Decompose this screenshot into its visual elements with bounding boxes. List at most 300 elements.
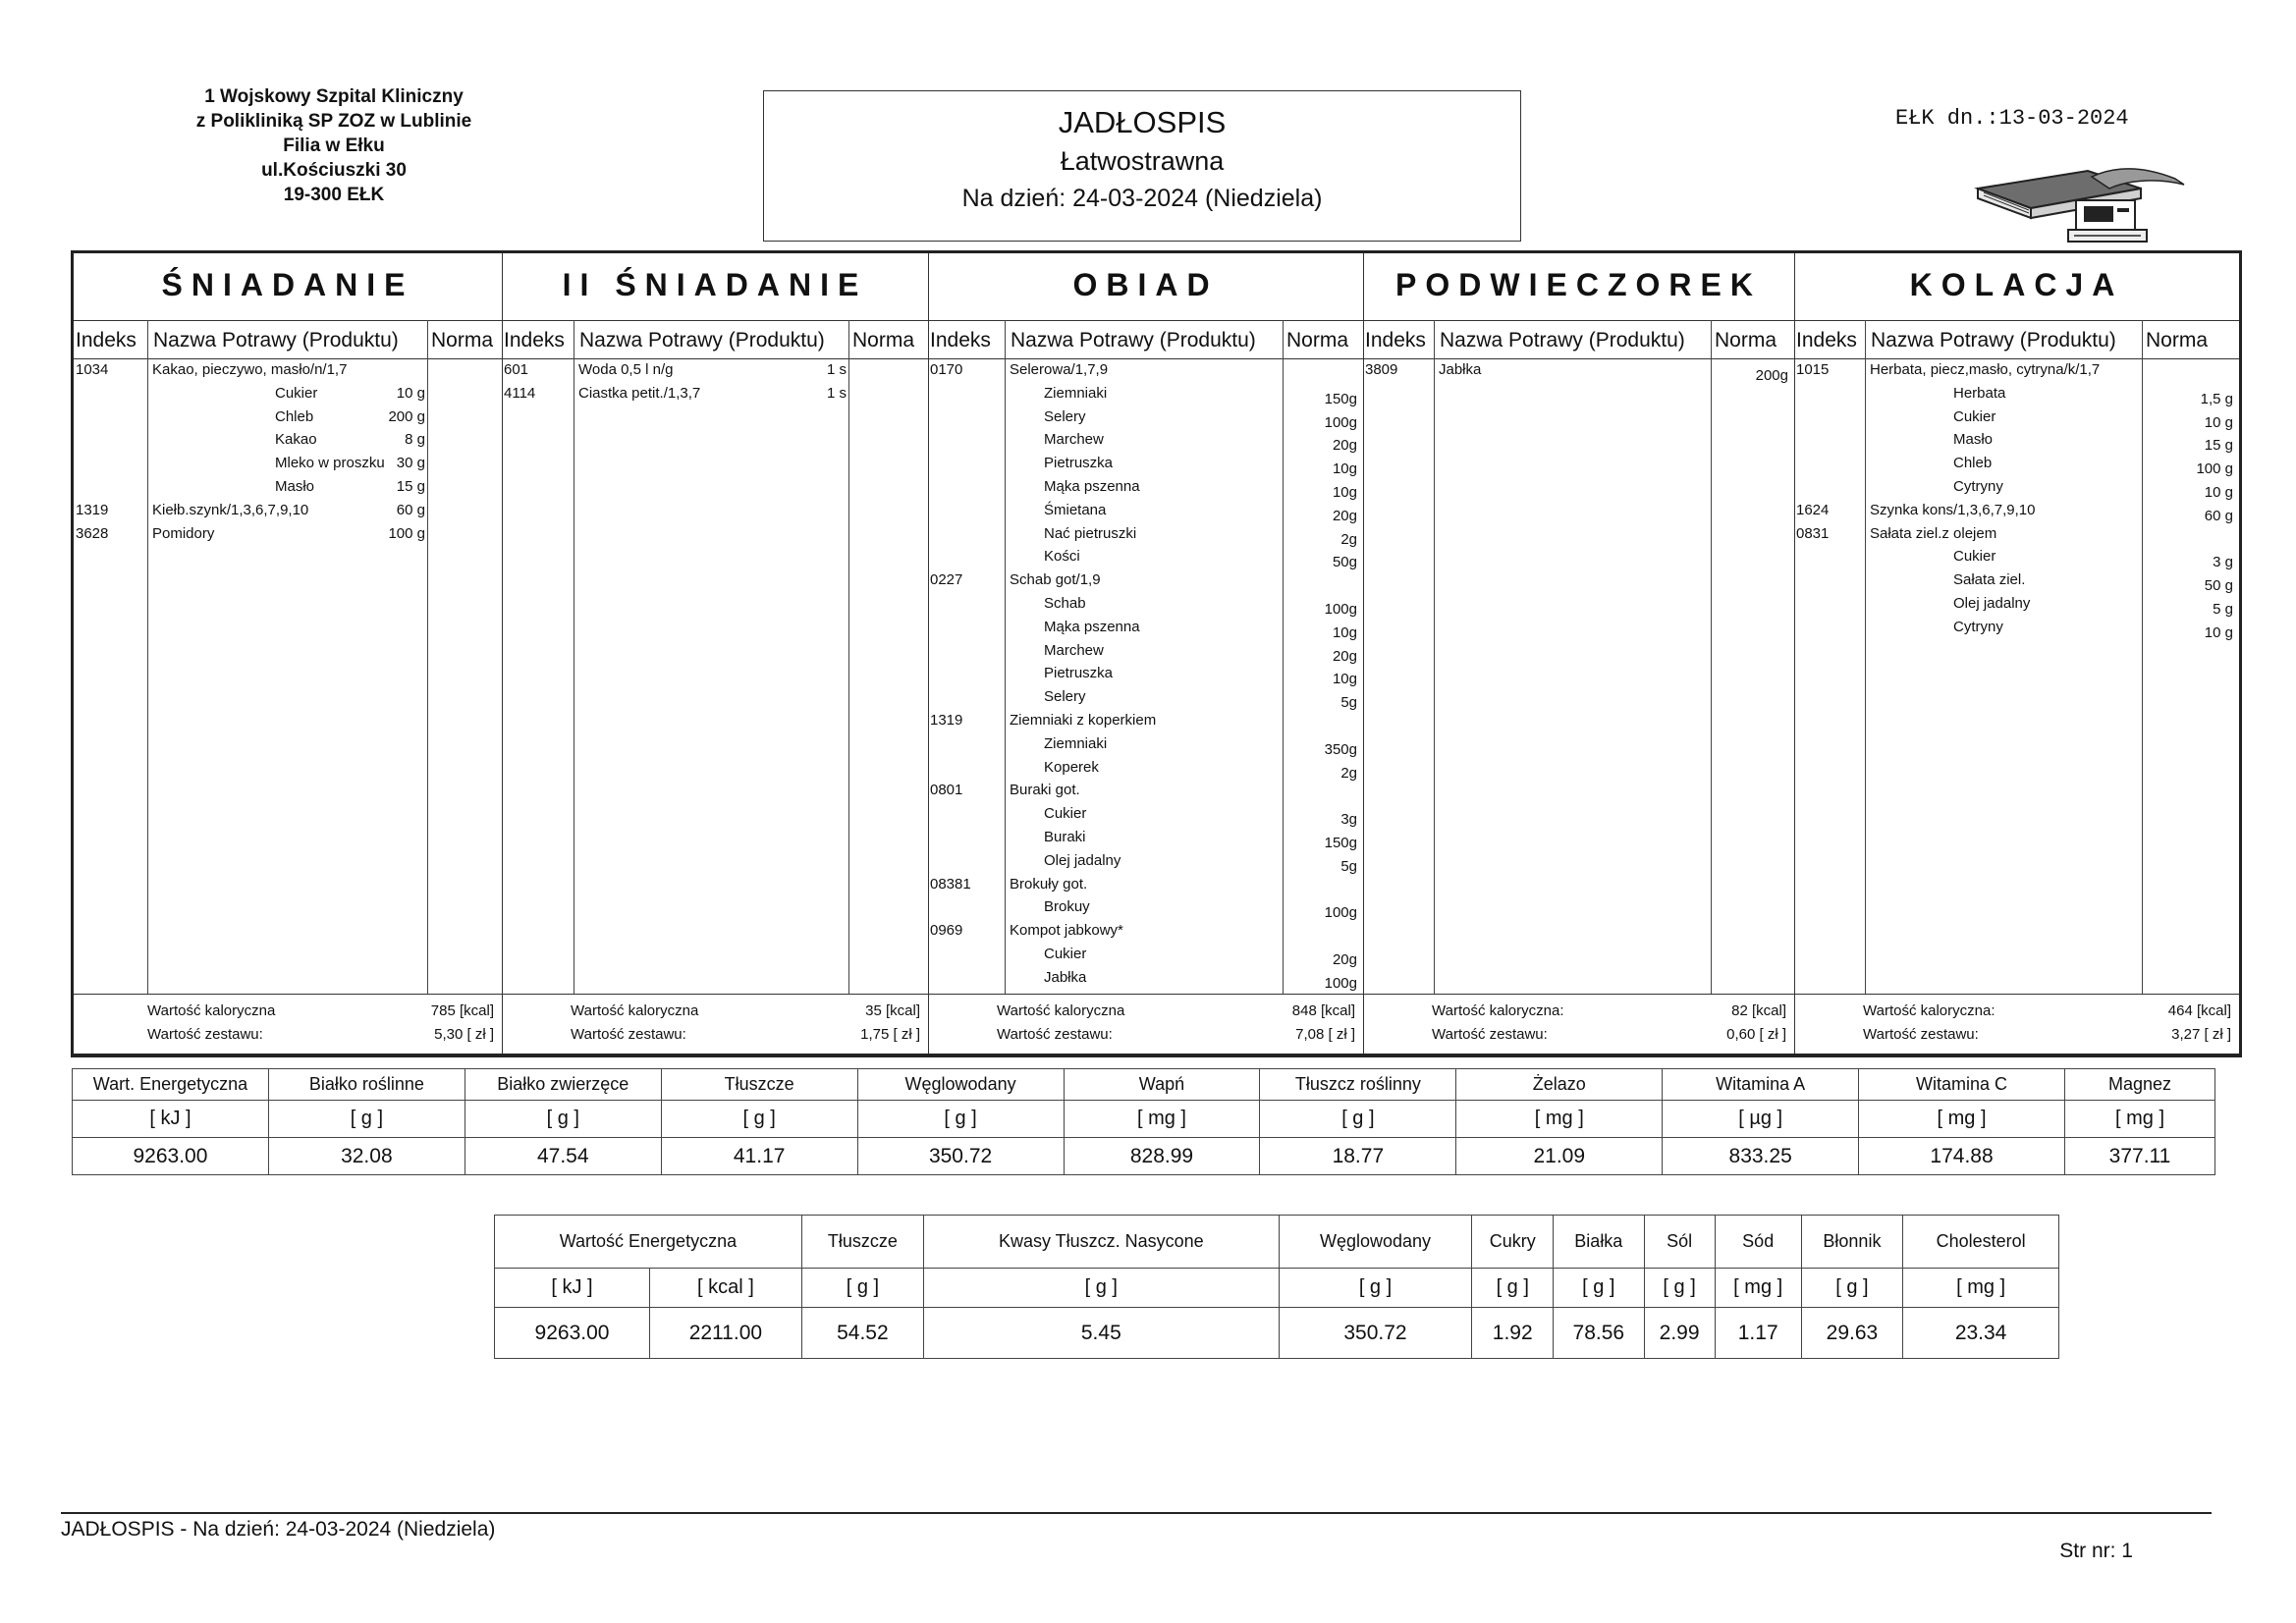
column-header-norm: Norma: [431, 329, 494, 352]
item-name: Szynka kons/1,3,6,7,9,10: [1870, 501, 2036, 518]
column-header-index: Indeks: [1796, 329, 1857, 352]
meal-items: [1794, 361, 2239, 642]
item-name: Pomidory: [152, 524, 215, 542]
item-name: Jabłka: [1044, 968, 1087, 986]
list-item: [1794, 408, 2239, 432]
calorie-value: 82 [kcal]: [1731, 1002, 1786, 1019]
meal-items: [928, 361, 1363, 993]
column-header-index: Indeks: [1365, 329, 1426, 352]
cost-value: 1,75 [ zł ]: [860, 1026, 920, 1043]
cost-value: 3,27 [ zł ]: [2171, 1026, 2231, 1043]
item-name: Kakao: [275, 431, 317, 449]
item-quantity: 3g: [1340, 811, 1357, 829]
column-header-index: Indeks: [930, 329, 991, 352]
item-name: Cukier: [275, 384, 318, 402]
cost-label: Wartość zestawu:: [1863, 1026, 1979, 1043]
item-name: Mleko w proszku: [275, 455, 385, 472]
meal-title: KOLACJA: [1909, 267, 2124, 302]
nutrient-header: Wapń: [1064, 1069, 1260, 1101]
item-quantity: 200 g: [388, 407, 425, 425]
document-title: JADŁOSPIS: [1058, 105, 1227, 139]
list-item: [928, 665, 1363, 688]
nutrient-unit: [ g ]: [1801, 1269, 1903, 1308]
nutrient-unit: [ g ]: [1644, 1269, 1715, 1308]
nutrient-header: Błonnik: [1801, 1216, 1903, 1269]
nutrient-value: 833.25: [1663, 1138, 1859, 1175]
diet-name: Łatwostrawna: [1060, 146, 1225, 176]
item-quantity: 1 s: [826, 361, 847, 378]
list-item: [928, 829, 1363, 852]
calorie-label: Wartość kaloryczna: [147, 1002, 276, 1019]
issue-date-code: EŁK dn.:13-03-2024: [1895, 106, 2129, 131]
item-quantity: 5 g: [2213, 600, 2233, 618]
nutrient-header: Węglowodany: [857, 1069, 1064, 1101]
nutrient-unit: [ mg ]: [1859, 1101, 2065, 1138]
list-item: [1794, 548, 2239, 571]
calorie-value: 35 [kcal]: [865, 1002, 920, 1019]
nutrient-unit: [ g ]: [923, 1269, 1279, 1308]
nutrient-header: Kwasy Tłuszcz. Nasycone: [923, 1216, 1279, 1269]
item-name: Kompot jabkowy*: [1010, 922, 1123, 940]
item-index: 1319: [930, 711, 963, 729]
meal-items: [1363, 361, 1794, 385]
item-index: 0801: [930, 782, 963, 799]
item-name: Jabłka: [1439, 361, 1482, 378]
column-header-row: [502, 320, 928, 359]
list-item: [74, 502, 502, 525]
item-quantity: 15 g: [2204, 437, 2233, 455]
nutrient-header: Wartość Energetyczna: [495, 1216, 802, 1269]
column-header-norm: Norma: [1286, 329, 1349, 352]
item-index: 08381: [930, 875, 971, 893]
list-item: [1794, 385, 2239, 408]
nutrient-value: 23.34: [1903, 1308, 2059, 1359]
item-name: Selery: [1044, 688, 1086, 706]
meal-column: [502, 253, 929, 1054]
nutrient-header: Węglowodany: [1279, 1216, 1472, 1269]
hospital-line: ul.Kościuszki 30: [261, 160, 407, 181]
item-quantity: 10 g: [2204, 623, 2233, 641]
column-header-name: Nazwa Potrawy (Produktu): [1011, 329, 1256, 352]
item-quantity: 1 s: [826, 384, 847, 402]
list-item: [1794, 571, 2239, 595]
list-item: [1794, 431, 2239, 455]
cost-value: 7,08 [ zł ]: [1295, 1026, 1355, 1043]
item-index: 3628: [76, 524, 109, 542]
item-name: Marchew: [1044, 641, 1104, 659]
item-name: Koperek: [1044, 758, 1099, 776]
column-divider: [1434, 320, 1435, 995]
column-header-row: [928, 320, 1363, 359]
item-quantity: 350g: [1324, 740, 1357, 758]
item-quantity: 100 g: [2196, 460, 2233, 478]
item-name: Olej jadalny: [1044, 851, 1121, 869]
list-item: [74, 361, 502, 385]
list-item: [928, 922, 1363, 946]
nutrient-value: 21.09: [1456, 1138, 1663, 1175]
list-item: [928, 642, 1363, 666]
meal-title: PODWIECZOREK: [1395, 267, 1762, 302]
column-header-row: [74, 320, 502, 359]
nutrient-header: Białko zwierzęce: [465, 1069, 661, 1101]
column-divider: [848, 320, 849, 995]
column-header-name: Nazwa Potrawy (Produktu): [153, 329, 399, 352]
meal-column: [74, 253, 503, 1054]
nutrient-value: 2.99: [1644, 1308, 1715, 1359]
item-index: 3809: [1365, 361, 1398, 378]
nutrient-header: Witamina C: [1859, 1069, 2065, 1101]
item-name: Kości: [1044, 548, 1080, 566]
nutrient-header: Witamina A: [1663, 1069, 1859, 1101]
item-index: 0227: [930, 571, 963, 589]
column-divider: [1711, 320, 1712, 995]
nutrient-value: 377.11: [2064, 1138, 2214, 1175]
item-name: Olej jadalny: [1953, 594, 2031, 612]
item-name: Cukier: [1953, 407, 1996, 425]
column-header-name: Nazwa Potrawy (Produktu): [1871, 329, 2116, 352]
list-item: [928, 455, 1363, 478]
item-index: 0969: [930, 922, 963, 940]
list-item: [928, 548, 1363, 571]
item-name: Sałata ziel.: [1953, 571, 2026, 589]
item-quantity: 60 g: [2204, 507, 2233, 524]
hospital-line: 19-300 EŁK: [283, 185, 385, 205]
list-item: [928, 876, 1363, 899]
calorie-value: 848 [kcal]: [1291, 1002, 1355, 1019]
item-name: Cukier: [1044, 805, 1087, 823]
item-name: Selery: [1044, 407, 1086, 425]
nutrient-value: 828.99: [1064, 1138, 1260, 1175]
nutrient-unit: [ g ]: [1260, 1101, 1456, 1138]
item-name: Herbata, piecz,masło, cytryna/k/1,7: [1870, 361, 2101, 378]
nutrient-value: 350.72: [857, 1138, 1064, 1175]
hospital-line: Filia w Ełku: [283, 135, 385, 156]
nutrient-value: 54.52: [801, 1308, 923, 1359]
nutrient-header: Tłuszcze: [661, 1069, 857, 1101]
nutrient-header: Żelazo: [1456, 1069, 1663, 1101]
item-name: Ziemniaki z koperkiem: [1010, 711, 1157, 729]
nutrient-value: 9263.00: [495, 1308, 650, 1359]
item-quantity: 100g: [1324, 600, 1357, 618]
item-name: Nać pietruszki: [1044, 524, 1137, 542]
item-quantity: 20g: [1332, 950, 1357, 968]
item-name: Masło: [275, 477, 315, 495]
item-name: Śmietana: [1044, 501, 1107, 518]
list-item: [1794, 361, 2239, 385]
item-name: Schab got/1,9: [1010, 571, 1101, 589]
menu-date: Na dzień: 24-03-2024 (Niedziela): [961, 185, 1323, 212]
item-quantity: 10g: [1332, 623, 1357, 641]
nutrient-unit: [ g ]: [1554, 1269, 1644, 1308]
item-quantity: 5g: [1340, 857, 1357, 875]
meal-summary: [1794, 994, 2239, 1054]
item-index: 0831: [1796, 524, 1830, 542]
list-item: [928, 385, 1363, 408]
item-name: Buraki got.: [1010, 782, 1080, 799]
list-item: [928, 735, 1363, 759]
nutrient-unit: [ kJ ]: [73, 1101, 269, 1138]
item-index: 1319: [76, 501, 109, 518]
item-quantity: 150g: [1324, 390, 1357, 407]
nutrient-value: 9263.00: [73, 1138, 269, 1175]
list-item: [928, 361, 1363, 385]
item-quantity: 5g: [1340, 694, 1357, 712]
item-quantity: 10g: [1332, 460, 1357, 478]
list-item: [928, 969, 1363, 993]
item-name: Masło: [1953, 431, 1994, 449]
column-header-index: Indeks: [504, 329, 565, 352]
hospital-address: [118, 84, 550, 207]
item-name: Marchew: [1044, 431, 1104, 449]
nutrient-value: 1.92: [1472, 1308, 1554, 1359]
nutrient-unit: [ g ]: [465, 1101, 661, 1138]
nutrient-value: 41.17: [661, 1138, 857, 1175]
nutrient-header: Sód: [1715, 1216, 1801, 1269]
footer-title: JADŁOSPIS - Na dzień: 24-03-2024 (Niedziela): [61, 1518, 496, 1541]
list-item: [1363, 361, 1794, 385]
list-item: [1794, 619, 2239, 642]
nutrient-unit: [ mg ]: [1064, 1101, 1260, 1138]
nutrient-unit: [ g ]: [661, 1101, 857, 1138]
item-index: 4114: [504, 384, 536, 402]
list-item: [928, 408, 1363, 432]
item-name: Schab: [1044, 594, 1086, 612]
item-quantity: 1,5 g: [2200, 390, 2233, 407]
meal-column: [1363, 253, 1795, 1054]
item-index: 0170: [930, 361, 963, 378]
item-name: Mąka pszenna: [1044, 618, 1140, 635]
meal-column: [1794, 253, 2239, 1054]
list-item: [928, 688, 1363, 712]
calorie-label: Wartość kaloryczna: [997, 1002, 1125, 1019]
list-item: [1794, 502, 2239, 525]
calorie-value: 785 [kcal]: [430, 1002, 494, 1019]
nutrient-unit: [ mg ]: [1715, 1269, 1801, 1308]
item-name: Selerowa/1,7,9: [1010, 361, 1109, 378]
item-quantity: 60 g: [396, 501, 425, 518]
item-quantity: 10g: [1332, 483, 1357, 501]
list-item: [74, 431, 502, 455]
nutrient-header: Magnez: [2064, 1069, 2214, 1101]
nutrient-unit: [ g ]: [268, 1101, 465, 1138]
item-quantity: 10 g: [2204, 413, 2233, 431]
nutrient-header: Białka: [1554, 1216, 1644, 1269]
item-name: Cytryny: [1953, 477, 2003, 495]
nutrient-value: 47.54: [465, 1138, 661, 1175]
item-quantity: 100g: [1324, 904, 1357, 922]
column-header-name: Nazwa Potrawy (Produktu): [1440, 329, 1685, 352]
item-quantity: 20g: [1332, 507, 1357, 524]
list-item: [1794, 525, 2239, 549]
column-header-row: [1363, 320, 1794, 359]
item-name: Herbata: [1953, 384, 2006, 402]
hospital-line: z Polikliniką SP ZOZ w Lublinie: [195, 111, 472, 132]
nutrient-unit: [ g ]: [801, 1269, 923, 1308]
page-footer: [61, 1512, 2212, 1562]
column-header-norm: Norma: [2146, 329, 2209, 352]
nutrient-header: Cukry: [1472, 1216, 1554, 1269]
meal-column: [928, 253, 1364, 1054]
list-item: [928, 759, 1363, 783]
item-index: 1624: [1796, 501, 1830, 518]
nutrient-value: 78.56: [1554, 1308, 1644, 1359]
item-name: Pietruszka: [1044, 665, 1114, 682]
item-name: Brokuły got.: [1010, 875, 1088, 893]
item-quantity: 50 g: [2204, 577, 2233, 595]
column-header-norm: Norma: [852, 329, 915, 352]
item-name: Sałata ziel.z olejem: [1870, 524, 1997, 542]
calorie-label: Wartość kaloryczna: [571, 1002, 699, 1019]
item-quantity: 200g: [1755, 367, 1788, 384]
nutrient-header: Sól: [1644, 1216, 1715, 1269]
nutrient-header: Tłuszcz roślinny: [1260, 1069, 1456, 1101]
meal-title: II ŚNIADANIE: [562, 267, 868, 302]
calorie-label: Wartość kaloryczna:: [1863, 1002, 1995, 1019]
item-name: Kiełb.szynk/1,3,6,7,9,10: [152, 501, 309, 518]
item-quantity: 2g: [1340, 530, 1357, 548]
meal-title: ŚNIADANIE: [161, 267, 414, 302]
list-item: [74, 478, 502, 502]
nutrient-unit: [ mg ]: [2064, 1101, 2214, 1138]
item-index: 601: [504, 361, 529, 378]
cost-label: Wartość zestawu:: [997, 1026, 1113, 1043]
item-quantity: 100g: [1324, 413, 1357, 431]
nutrient-value: 350.72: [1279, 1308, 1472, 1359]
meal-summary: [1363, 994, 1794, 1054]
meal-summary: [928, 994, 1363, 1054]
item-name: Cukier: [1044, 945, 1087, 962]
calorie-label: Wartość kaloryczna:: [1432, 1002, 1564, 1019]
title-box: [763, 90, 1521, 242]
list-item: [928, 478, 1363, 502]
item-quantity: 3 g: [2213, 554, 2233, 571]
item-name: Buraki: [1044, 828, 1086, 845]
nutrient-unit: [ kcal ]: [649, 1269, 801, 1308]
item-quantity: 30 g: [396, 455, 425, 472]
item-name: Chleb: [275, 407, 314, 425]
nutrient-unit: [ g ]: [1472, 1269, 1554, 1308]
nutrient-header: Tłuszcze: [801, 1216, 923, 1269]
item-name: Brokuy: [1044, 898, 1090, 916]
item-quantity: 10g: [1332, 671, 1357, 688]
item-index: 1034: [76, 361, 109, 378]
column-header-row: [1794, 320, 2239, 359]
list-item: [1794, 595, 2239, 619]
column-header-index: Indeks: [76, 329, 137, 352]
list-item: [928, 619, 1363, 642]
item-quantity: 15 g: [396, 477, 425, 495]
list-item: [928, 782, 1363, 805]
nutrient-header: Białko roślinne: [268, 1069, 465, 1101]
cost-value: 5,30 [ zł ]: [434, 1026, 494, 1043]
meal-items: [74, 361, 502, 548]
item-quantity: 20g: [1332, 437, 1357, 455]
nutrient-value: 1.17: [1715, 1308, 1801, 1359]
item-name: Ciastka petit./1,3,7: [578, 384, 701, 402]
cost-label: Wartość zestawu:: [571, 1026, 686, 1043]
list-item: [928, 571, 1363, 595]
meal-items: [502, 361, 928, 408]
list-item: [1794, 478, 2239, 502]
nutrient-unit: [ mg ]: [1456, 1101, 1663, 1138]
nutrient-value: 29.63: [1801, 1308, 1903, 1359]
nutrient-unit: [ g ]: [1279, 1269, 1472, 1308]
list-item: [928, 898, 1363, 922]
item-quantity: 50g: [1332, 554, 1357, 571]
list-item: [1794, 455, 2239, 478]
item-quantity: 2g: [1340, 764, 1357, 782]
item-name: Chleb: [1953, 455, 1993, 472]
nutrient-value: 174.88: [1859, 1138, 2065, 1175]
list-item: [928, 852, 1363, 876]
cost-label: Wartość zestawu:: [147, 1026, 263, 1043]
column-header-norm: Norma: [1715, 329, 1777, 352]
nutrient-unit: [ kJ ]: [495, 1269, 650, 1308]
item-quantity: 100 g: [388, 524, 425, 542]
hospital-line: 1 Wojskowy Szpital Kliniczny: [204, 86, 464, 107]
nutrient-value: 5.45: [923, 1308, 1279, 1359]
item-name: Woda 0,5 l n/g: [578, 361, 674, 378]
list-item: [928, 946, 1363, 969]
list-item: [928, 502, 1363, 525]
column-header-name: Nazwa Potrawy (Produktu): [579, 329, 825, 352]
meal-summary: [74, 994, 502, 1054]
book-computer-icon: [1974, 155, 2192, 245]
nutrient-unit: [ µg ]: [1663, 1101, 1859, 1138]
item-name: Ziemniaki: [1044, 384, 1108, 402]
nutrient-value: 2211.00: [649, 1308, 801, 1359]
item-name: Kakao, pieczywo, masło/n/1,7: [152, 361, 348, 378]
list-item: [928, 595, 1363, 619]
list-item: [74, 408, 502, 432]
item-name: Pietruszka: [1044, 455, 1114, 472]
cost-label: Wartość zestawu:: [1432, 1026, 1548, 1043]
daily-nutrition-table: [72, 1068, 2215, 1175]
nutrient-unit: [ mg ]: [1903, 1269, 2059, 1308]
nutrient-unit: [ g ]: [857, 1101, 1064, 1138]
item-index: 1015: [1796, 361, 1830, 378]
item-quantity: 20g: [1332, 647, 1357, 665]
item-quantity: 100g: [1324, 974, 1357, 992]
nutrition-label-table: [494, 1215, 2059, 1359]
item-name: Ziemniaki: [1044, 734, 1108, 752]
nutrient-header: Cholesterol: [1903, 1216, 2059, 1269]
cost-value: 0,60 [ zł ]: [1726, 1026, 1786, 1043]
item-quantity: 10 g: [2204, 483, 2233, 501]
nutrient-value: 18.77: [1260, 1138, 1456, 1175]
calorie-value: 464 [kcal]: [2167, 1002, 2231, 1019]
nutrient-value: 32.08: [268, 1138, 465, 1175]
item-name: Cukier: [1953, 548, 1996, 566]
meal-summary: [502, 994, 928, 1054]
list-item: [74, 455, 502, 478]
menu-table: [71, 250, 2242, 1057]
list-item: [502, 385, 928, 408]
nutrient-header: Wart. Energetyczna: [73, 1069, 269, 1101]
item-quantity: 8 g: [405, 431, 425, 449]
list-item: [928, 805, 1363, 829]
list-item: [928, 431, 1363, 455]
list-item: [74, 385, 502, 408]
page-number: Str nr: 1: [2059, 1540, 2133, 1562]
item-quantity: 10 g: [396, 384, 425, 402]
list-item: [74, 525, 502, 549]
meal-title: OBIAD: [1072, 267, 1219, 302]
list-item: [928, 525, 1363, 549]
list-item: [502, 361, 928, 385]
item-name: Mąka pszenna: [1044, 477, 1140, 495]
item-quantity: 150g: [1324, 834, 1357, 851]
